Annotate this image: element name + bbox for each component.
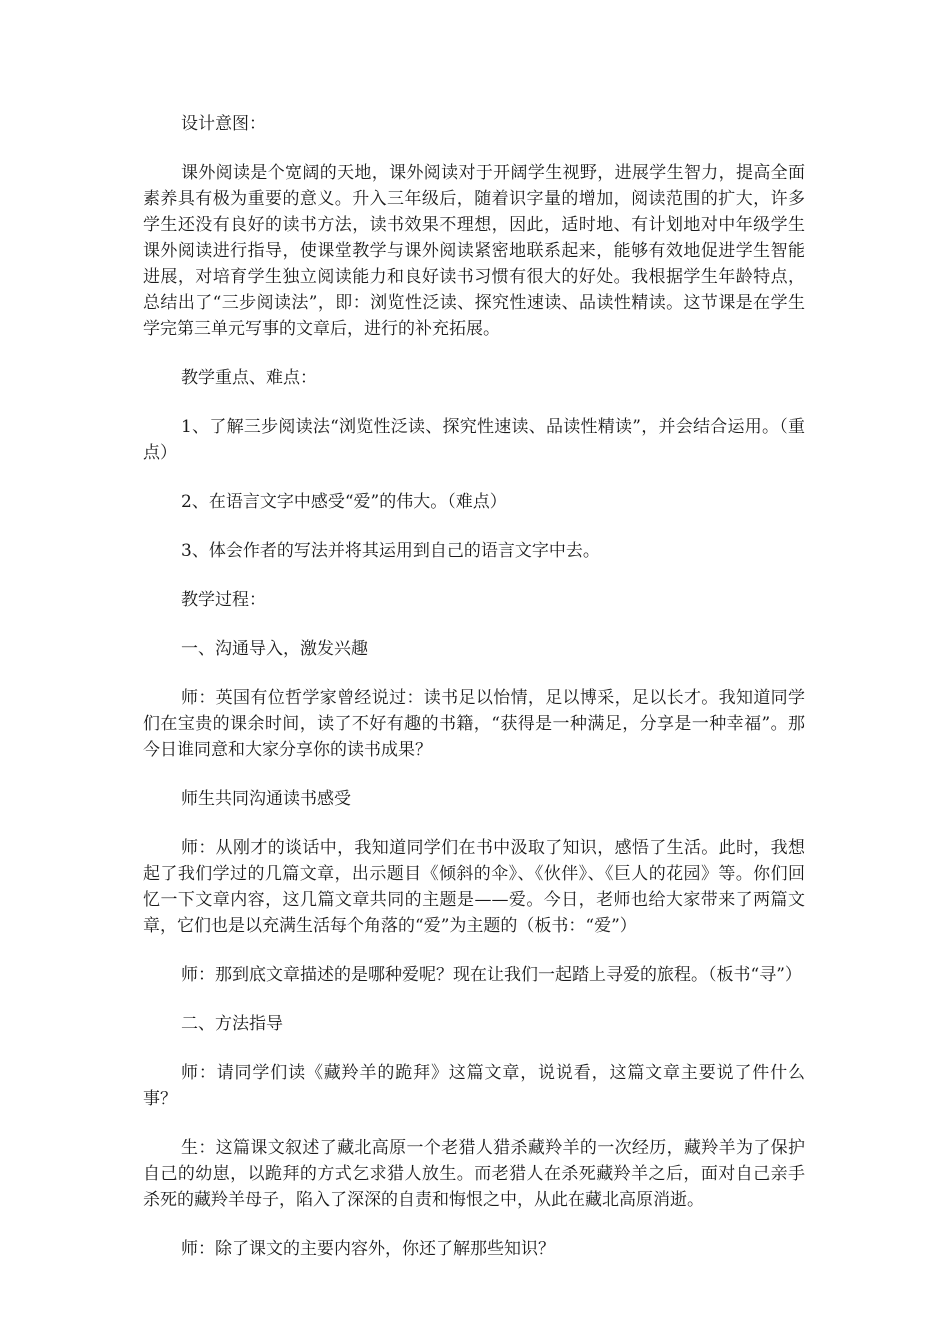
section-heading-intro: 一、沟通导入，激发兴趣 [181, 639, 368, 659]
heading-key-points: 教学重点、难点： [181, 368, 317, 388]
list-item-key-point-1: 1、了解三步阅读法“浏览性泛读、探究性速读、品读性精读”，并会结合运用。（重点） [143, 417, 805, 463]
paragraph-teacher-followup: 师：除了课文的主要内容外，你还了解那些知识？ [181, 1239, 555, 1259]
paragraph-teacher-theme: 师：从刚才的谈话中，我知道同学们在书中汲取了知识，感悟了生活。此时，我想起了我们学过的几篇文章，出示题目《倾斜的伞》、《伙伴》、《巨人的花园》等。你们回忆一下文章内容，这几篇文章共同的主题是——爱。今日，老师也给大家带来了两篇文章，它们也是以充满生活每个角落的“爱”为主题的（板书：“爱”） [143, 838, 805, 936]
paragraph-teacher-intro: 师：英国有位哲学家曾经说过：读书足以怡情，足以博采，足以长才。我知道同学们在宝贵的课余时间，读了不好有趣的书籍，“获得是一种满足，分享是一种幸福”。那今日谁同意和大家分享你的读书成果？ [143, 688, 805, 760]
list-item-key-point-3: 3、体会作者的写法并将其运用到自己的语言文字中去。 [181, 541, 600, 561]
paragraph-teacher-journey: 师：那到底文章描述的是哪种爱呢？现在让我们一起踏上寻爱的旅程。（板书“寻”） [181, 965, 802, 985]
section-heading-method: 二、方法指导 [181, 1014, 283, 1034]
paragraph-design-intent: 课外阅读是个宽阔的天地，课外阅读对于开阔学生视野，进展学生智力，提高全面素养具有极为重要的意义。升入三年级后，随着识字量的增加，阅读范围的扩大，许多学生还没有良好的读书方法，读书效果不理想，因此，适时地、有计划地对中年级学生课外阅读进行指导，使课堂教学与课外阅读紧密地联系起来，能够有效地促进学生智能进展，对培育学生独立阅读能力和良好读书习惯有很大的好处。我根据学生年龄特点，总结出了“三步阅读法”，即：浏览性泛读、探究性速读、品读性精读。这节课是在学生学完第三单元写事的文章后，进行的补充拓展。 [143, 163, 805, 339]
document-body [143, 111, 805, 1285]
heading-teaching-process: 教学过程： [181, 590, 266, 610]
paragraph-shared-reading: 师生共同沟通读书感受 [181, 789, 351, 809]
heading-design-intent: 设计意图： [181, 114, 266, 134]
list-item-key-point-2: 2、在语言文字中感受“爱”的伟大。（难点） [181, 492, 507, 512]
paragraph-student-answer: 生：这篇课文叙述了藏北高原一个老猎人猎杀藏羚羊的一次经历，藏羚羊为了保护自己的幼崽，以跪拜的方式乞求猎人放生。而老猎人在杀死藏羚羊之后，面对自己亲手杀死的藏羚羊母子，陷入了深深的自责和悔恨之中，从此在藏北高原消逝。 [143, 1138, 805, 1210]
paragraph-teacher-question: 师：请同学们读《藏羚羊的跪拜》这篇文章，说说看，这篇文章主要说了件什么事？ [143, 1063, 805, 1109]
